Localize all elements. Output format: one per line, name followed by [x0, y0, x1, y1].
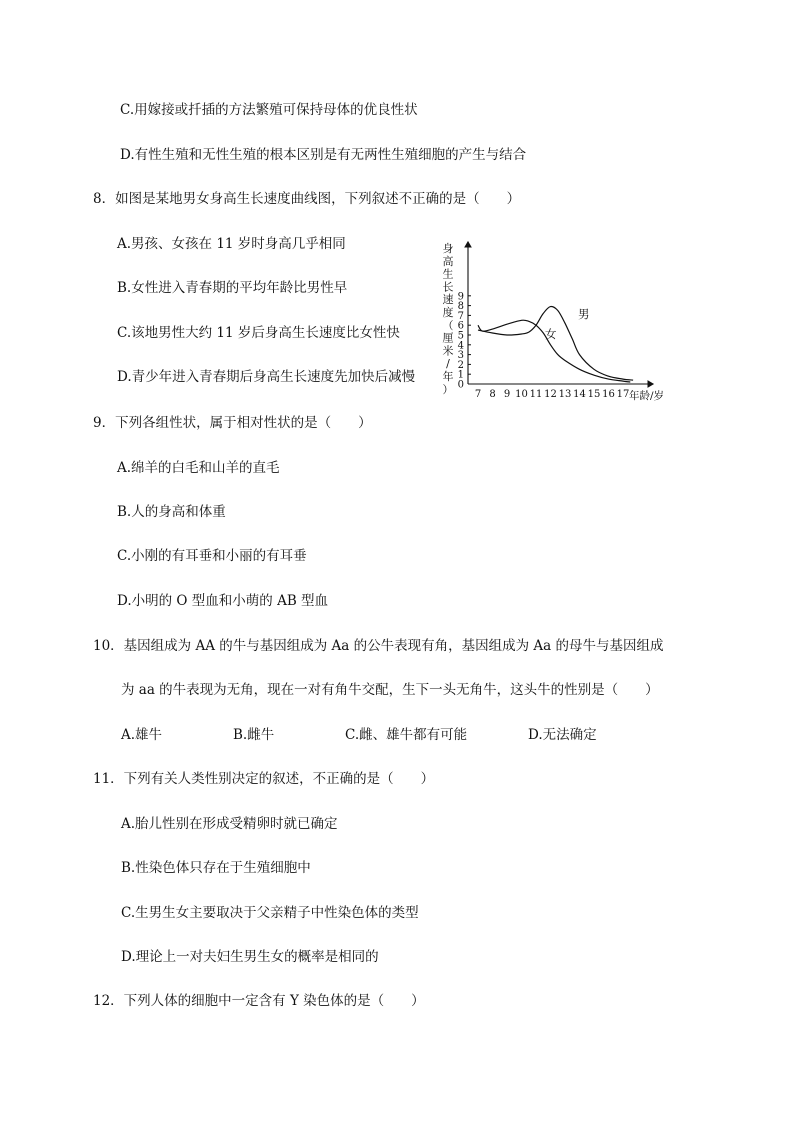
q7-option-d: D.有性生殖和无性生殖的根本区别是有无两性生殖细胞的产生与结合: [120, 147, 527, 163]
q10-option-a: A.雄牛: [121, 727, 163, 743]
q8-option-c: C.该地男性大约 11 岁后身高生长速度比女性快: [117, 325, 400, 341]
x-tick-label: 16: [602, 389, 615, 400]
y-axis-label-char: ）: [442, 382, 454, 396]
q9-option-b: B.人的身高和体重: [117, 504, 226, 520]
y-axis-label-char: 高: [442, 254, 454, 268]
y-tick-label: 5: [457, 330, 464, 342]
height-growth-chart: [435, 236, 675, 408]
y-tick-label: 6: [457, 320, 464, 332]
q8-option-b: B.女性进入青春期的平均年龄比男性早: [117, 280, 348, 296]
y-axis-label-char: 度: [442, 306, 454, 319]
x-tick-label: 14: [573, 389, 586, 400]
y-axis-label-char: 米: [442, 344, 454, 358]
y-axis-label-char: 年: [442, 370, 454, 383]
x-tick-label: 17: [616, 389, 630, 400]
y-axis-label-char: 长: [442, 280, 454, 294]
series-label-male: 男: [578, 307, 590, 321]
q12-stem: 12．下列人体的细胞中一定含有 Y 染色体的是（ ）: [93, 993, 425, 1009]
y-tick-label: 1: [457, 369, 464, 381]
x-tick-label: 10: [515, 389, 528, 400]
x-tick-label: 11: [529, 389, 543, 400]
x-tick-label: 15: [587, 389, 601, 400]
y-axis-label-char: /: [446, 357, 450, 371]
q8-stem: 8．如图是某地男女身高生长速度曲线图，下列叙述不正确的是（ ）: [93, 191, 521, 207]
y-tick-label: 7: [457, 310, 464, 322]
y-tick-label: 2: [457, 359, 464, 371]
series-line-male: [478, 307, 633, 381]
x-tick-label: 7: [474, 389, 482, 400]
y-tick-label: 3: [457, 350, 464, 362]
q9-option-c: C.小刚的有耳垂和小丽的有耳垂: [117, 548, 307, 564]
q10-stem-line1: 10．基因组成为 AA 的牛与基因组成为 Aa 的公牛表现有角，基因组成为 Aa 的母牛与基因组成: [93, 638, 664, 654]
x-tick-label: 8: [489, 389, 496, 400]
q9-option-a: A.绵羊的白毛和山羊的直毛: [117, 460, 280, 476]
q8-option-d: D.青少年进入青春期后身高生长速度先加快后减慢: [117, 369, 416, 385]
y-tick-label: 0: [457, 379, 464, 391]
q11-option-d: D.理论上一对夫妇生男生女的概率是相同的: [121, 949, 379, 965]
q10-option-d: D.无法确定: [528, 727, 597, 743]
q7-option-c: C.用嫁接或扦插的方法繁殖可保持母体的优良性状: [120, 102, 418, 118]
q10-stem-line2: 为 aa 的牛表现为无角，现在一对有角牛交配，生下一头无角牛，这头牛的性别是（ ）: [121, 682, 659, 698]
x-axis-label: 年龄/岁: [629, 390, 665, 402]
q9-stem: 9．下列各组性状，属于相对性状的是（ ）: [93, 415, 372, 431]
x-tick-label: 13: [558, 389, 572, 400]
q11-stem: 11．下列有关人类性别决定的叙述，不正确的是（ ）: [93, 771, 435, 787]
x-tick-label: 9: [503, 389, 511, 400]
series-label-female: 女: [545, 327, 557, 341]
q9-option-d: D.小明的 O 型血和小萌的 AB 型血: [117, 593, 329, 609]
q11-option-b: B.性染色体只存在于生殖细胞中: [121, 860, 311, 876]
q10-option-b: B.雌牛: [233, 727, 275, 743]
q11-option-c: C.生男生女主要取决于父亲精子中性染色体的类型: [121, 905, 419, 921]
y-axis-label-char: 生: [442, 267, 454, 281]
q8-option-a: A.男孩、女孩在 11 岁时身高几乎相同: [117, 236, 346, 252]
y-axis-label-char: （: [442, 318, 454, 332]
y-axis-label-char: 厘: [442, 331, 454, 345]
y-axis-label-char: 速: [442, 293, 454, 307]
y-tick-label: 8: [457, 301, 464, 313]
y-tick-label: 9: [457, 291, 464, 303]
q10-option-c: C.雌、雄牛都有可能: [345, 727, 468, 743]
y-tick-label: 4: [457, 340, 464, 352]
x-tick-label: 12: [544, 389, 557, 400]
y-axis-label-char: 身: [442, 242, 454, 255]
q11-option-a: A.胎儿性别在形成受精卵时就已确定: [121, 816, 338, 832]
